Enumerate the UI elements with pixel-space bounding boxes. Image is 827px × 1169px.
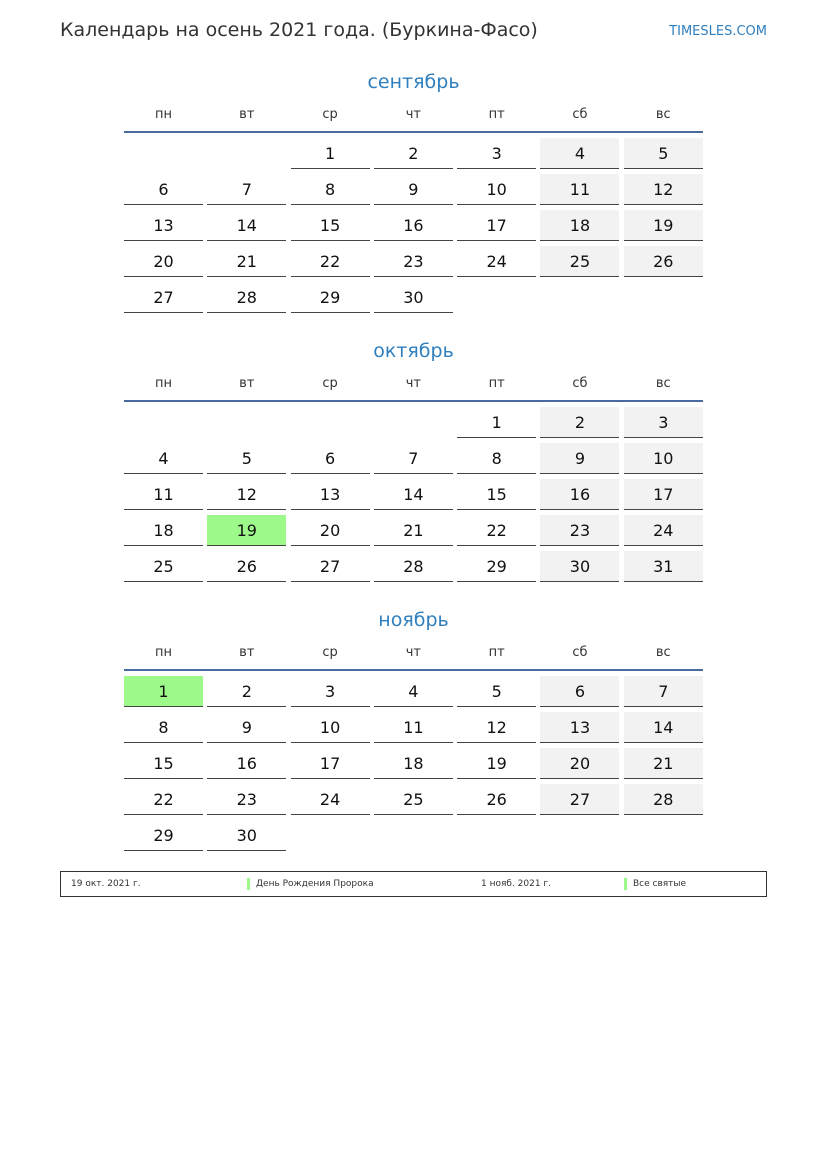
day-cell: 27 (291, 551, 370, 582)
day-cell: 16 (207, 748, 286, 779)
day-cell: 20 (124, 246, 203, 277)
weekday-label: вт (239, 376, 255, 391)
weekend-day-cell: 18 (540, 210, 619, 241)
day-cell: 19 (457, 748, 536, 779)
day-cell: 3 (291, 676, 370, 707)
header-rule (124, 669, 703, 671)
day-grid (124, 138, 703, 313)
weekend-day-cell: 10 (624, 443, 703, 474)
weekend-day-cell: 20 (540, 748, 619, 779)
day-cell: 3 (457, 138, 536, 169)
weekday-label: сб (572, 107, 588, 122)
day-cell: 26 (457, 784, 536, 815)
weekday-label: чт (405, 107, 422, 122)
weekday-label: пн (155, 376, 172, 391)
weekend-day-cell: 28 (624, 784, 703, 815)
legend-color-marker (247, 878, 250, 890)
day-cell: 4 (124, 443, 203, 474)
weekend-day-cell: 26 (624, 246, 703, 277)
day-cell: 10 (291, 712, 370, 743)
weekday-label: ср (322, 107, 338, 122)
day-cell: 8 (124, 712, 203, 743)
weekday-label: вс (655, 107, 671, 122)
weekday-label: вт (239, 107, 255, 122)
day-cell: 9 (374, 174, 453, 205)
legend-date: 19 окт. 2021 г. (71, 879, 141, 889)
holiday-legend (60, 871, 767, 897)
day-cell: 15 (291, 210, 370, 241)
weekend-day-cell: 30 (540, 551, 619, 582)
day-cell: 8 (291, 174, 370, 205)
day-cell: 5 (207, 443, 286, 474)
day-cell: 12 (207, 479, 286, 510)
day-cell: 22 (457, 515, 536, 546)
empty-cell (374, 407, 453, 438)
month-name: сентябрь (367, 71, 460, 93)
day-cell: 22 (291, 246, 370, 277)
weekend-day-cell: 12 (624, 174, 703, 205)
weekday-label: пн (155, 107, 172, 122)
empty-cell (124, 138, 203, 169)
weekend-day-cell: 16 (540, 479, 619, 510)
month-name: октябрь (373, 340, 454, 362)
day-cell: 7 (207, 174, 286, 205)
day-cell: 5 (457, 676, 536, 707)
weekday-label: вт (239, 645, 255, 660)
weekend-day-cell: 2 (540, 407, 619, 438)
day-cell: 18 (374, 748, 453, 779)
day-cell: 30 (207, 820, 286, 851)
month-october (124, 337, 703, 582)
day-cell: 8 (457, 443, 536, 474)
day-cell: 10 (457, 174, 536, 205)
weekend-day-cell: 27 (540, 784, 619, 815)
weekend-day-cell: 19 (624, 210, 703, 241)
day-cell: 15 (124, 748, 203, 779)
weekday-label: сб (572, 645, 588, 660)
month-november (124, 606, 703, 851)
day-cell: 24 (457, 246, 536, 277)
weekend-day-cell: 9 (540, 443, 619, 474)
weekday-label: сб (572, 376, 588, 391)
day-cell: 2 (207, 676, 286, 707)
empty-cell (124, 407, 203, 438)
weekday-label: вс (655, 645, 671, 660)
day-cell: 25 (124, 551, 203, 582)
day-cell: 27 (124, 282, 203, 313)
day-cell: 14 (207, 210, 286, 241)
day-cell: 18 (124, 515, 203, 546)
day-cell: 16 (374, 210, 453, 241)
day-cell: 21 (207, 246, 286, 277)
day-cell: 22 (124, 784, 203, 815)
weekend-day-cell: 23 (540, 515, 619, 546)
weekend-day-cell: 13 (540, 712, 619, 743)
weekend-day-cell: 25 (540, 246, 619, 277)
legend-holiday-name: Все святые (633, 879, 687, 889)
day-cell: 23 (374, 246, 453, 277)
day-cell: 4 (374, 676, 453, 707)
weekend-day-cell: 11 (540, 174, 619, 205)
holiday-day-cell: 1 (124, 676, 203, 707)
day-cell: 17 (457, 210, 536, 241)
weekday-header (124, 374, 703, 398)
weekday-label: вс (655, 376, 671, 391)
day-cell: 9 (207, 712, 286, 743)
day-cell: 1 (291, 138, 370, 169)
day-cell: 11 (124, 479, 203, 510)
day-cell: 21 (374, 515, 453, 546)
empty-cell (207, 407, 286, 438)
weekday-label: пт (488, 645, 505, 660)
day-cell: 29 (124, 820, 203, 851)
weekday-label: пт (488, 376, 505, 391)
day-cell: 20 (291, 515, 370, 546)
day-cell: 29 (457, 551, 536, 582)
weekend-day-cell: 14 (624, 712, 703, 743)
day-cell: 14 (374, 479, 453, 510)
day-cell: 28 (207, 282, 286, 313)
day-cell: 13 (291, 479, 370, 510)
weekday-header (124, 643, 703, 667)
day-cell: 7 (374, 443, 453, 474)
weekend-day-cell: 17 (624, 479, 703, 510)
weekend-day-cell: 24 (624, 515, 703, 546)
day-cell: 13 (124, 210, 203, 241)
weekday-label: чт (405, 376, 422, 391)
day-cell: 29 (291, 282, 370, 313)
day-cell: 6 (124, 174, 203, 205)
day-cell: 26 (207, 551, 286, 582)
weekend-day-cell: 4 (540, 138, 619, 169)
day-cell: 28 (374, 551, 453, 582)
legend-date: 1 нояб. 2021 г. (481, 879, 552, 889)
day-cell: 2 (374, 138, 453, 169)
header-rule (124, 131, 703, 133)
day-cell: 17 (291, 748, 370, 779)
day-cell: 15 (457, 479, 536, 510)
weekday-label: пн (155, 645, 172, 660)
site-link[interactable]: TIMESLES.COM (669, 24, 767, 39)
day-cell: 24 (291, 784, 370, 815)
weekend-day-cell: 7 (624, 676, 703, 707)
legend-color-marker (624, 878, 627, 890)
weekend-day-cell: 21 (624, 748, 703, 779)
legend-holiday-name: День Рождения Пророка (256, 879, 374, 889)
weekend-day-cell: 6 (540, 676, 619, 707)
day-cell: 6 (291, 443, 370, 474)
page-title: Календарь на осень 2021 года. (Буркина-Фасо) (60, 19, 538, 41)
day-cell: 1 (457, 407, 536, 438)
day-cell: 25 (374, 784, 453, 815)
empty-cell (291, 407, 370, 438)
day-grid (124, 676, 703, 851)
month-september (124, 68, 703, 313)
weekday-label: чт (405, 645, 422, 660)
header-rule (124, 400, 703, 402)
holiday-day-cell: 19 (207, 515, 286, 546)
weekday-label: ср (322, 376, 338, 391)
weekday-header (124, 105, 703, 129)
empty-cell (207, 138, 286, 169)
day-grid (124, 407, 703, 582)
weekend-day-cell: 31 (624, 551, 703, 582)
day-cell: 11 (374, 712, 453, 743)
weekend-day-cell: 3 (624, 407, 703, 438)
weekday-label: ср (322, 645, 338, 660)
day-cell: 12 (457, 712, 536, 743)
day-cell: 30 (374, 282, 453, 313)
day-cell: 23 (207, 784, 286, 815)
weekday-label: пт (488, 107, 505, 122)
weekend-day-cell: 5 (624, 138, 703, 169)
month-name: ноябрь (378, 609, 449, 631)
